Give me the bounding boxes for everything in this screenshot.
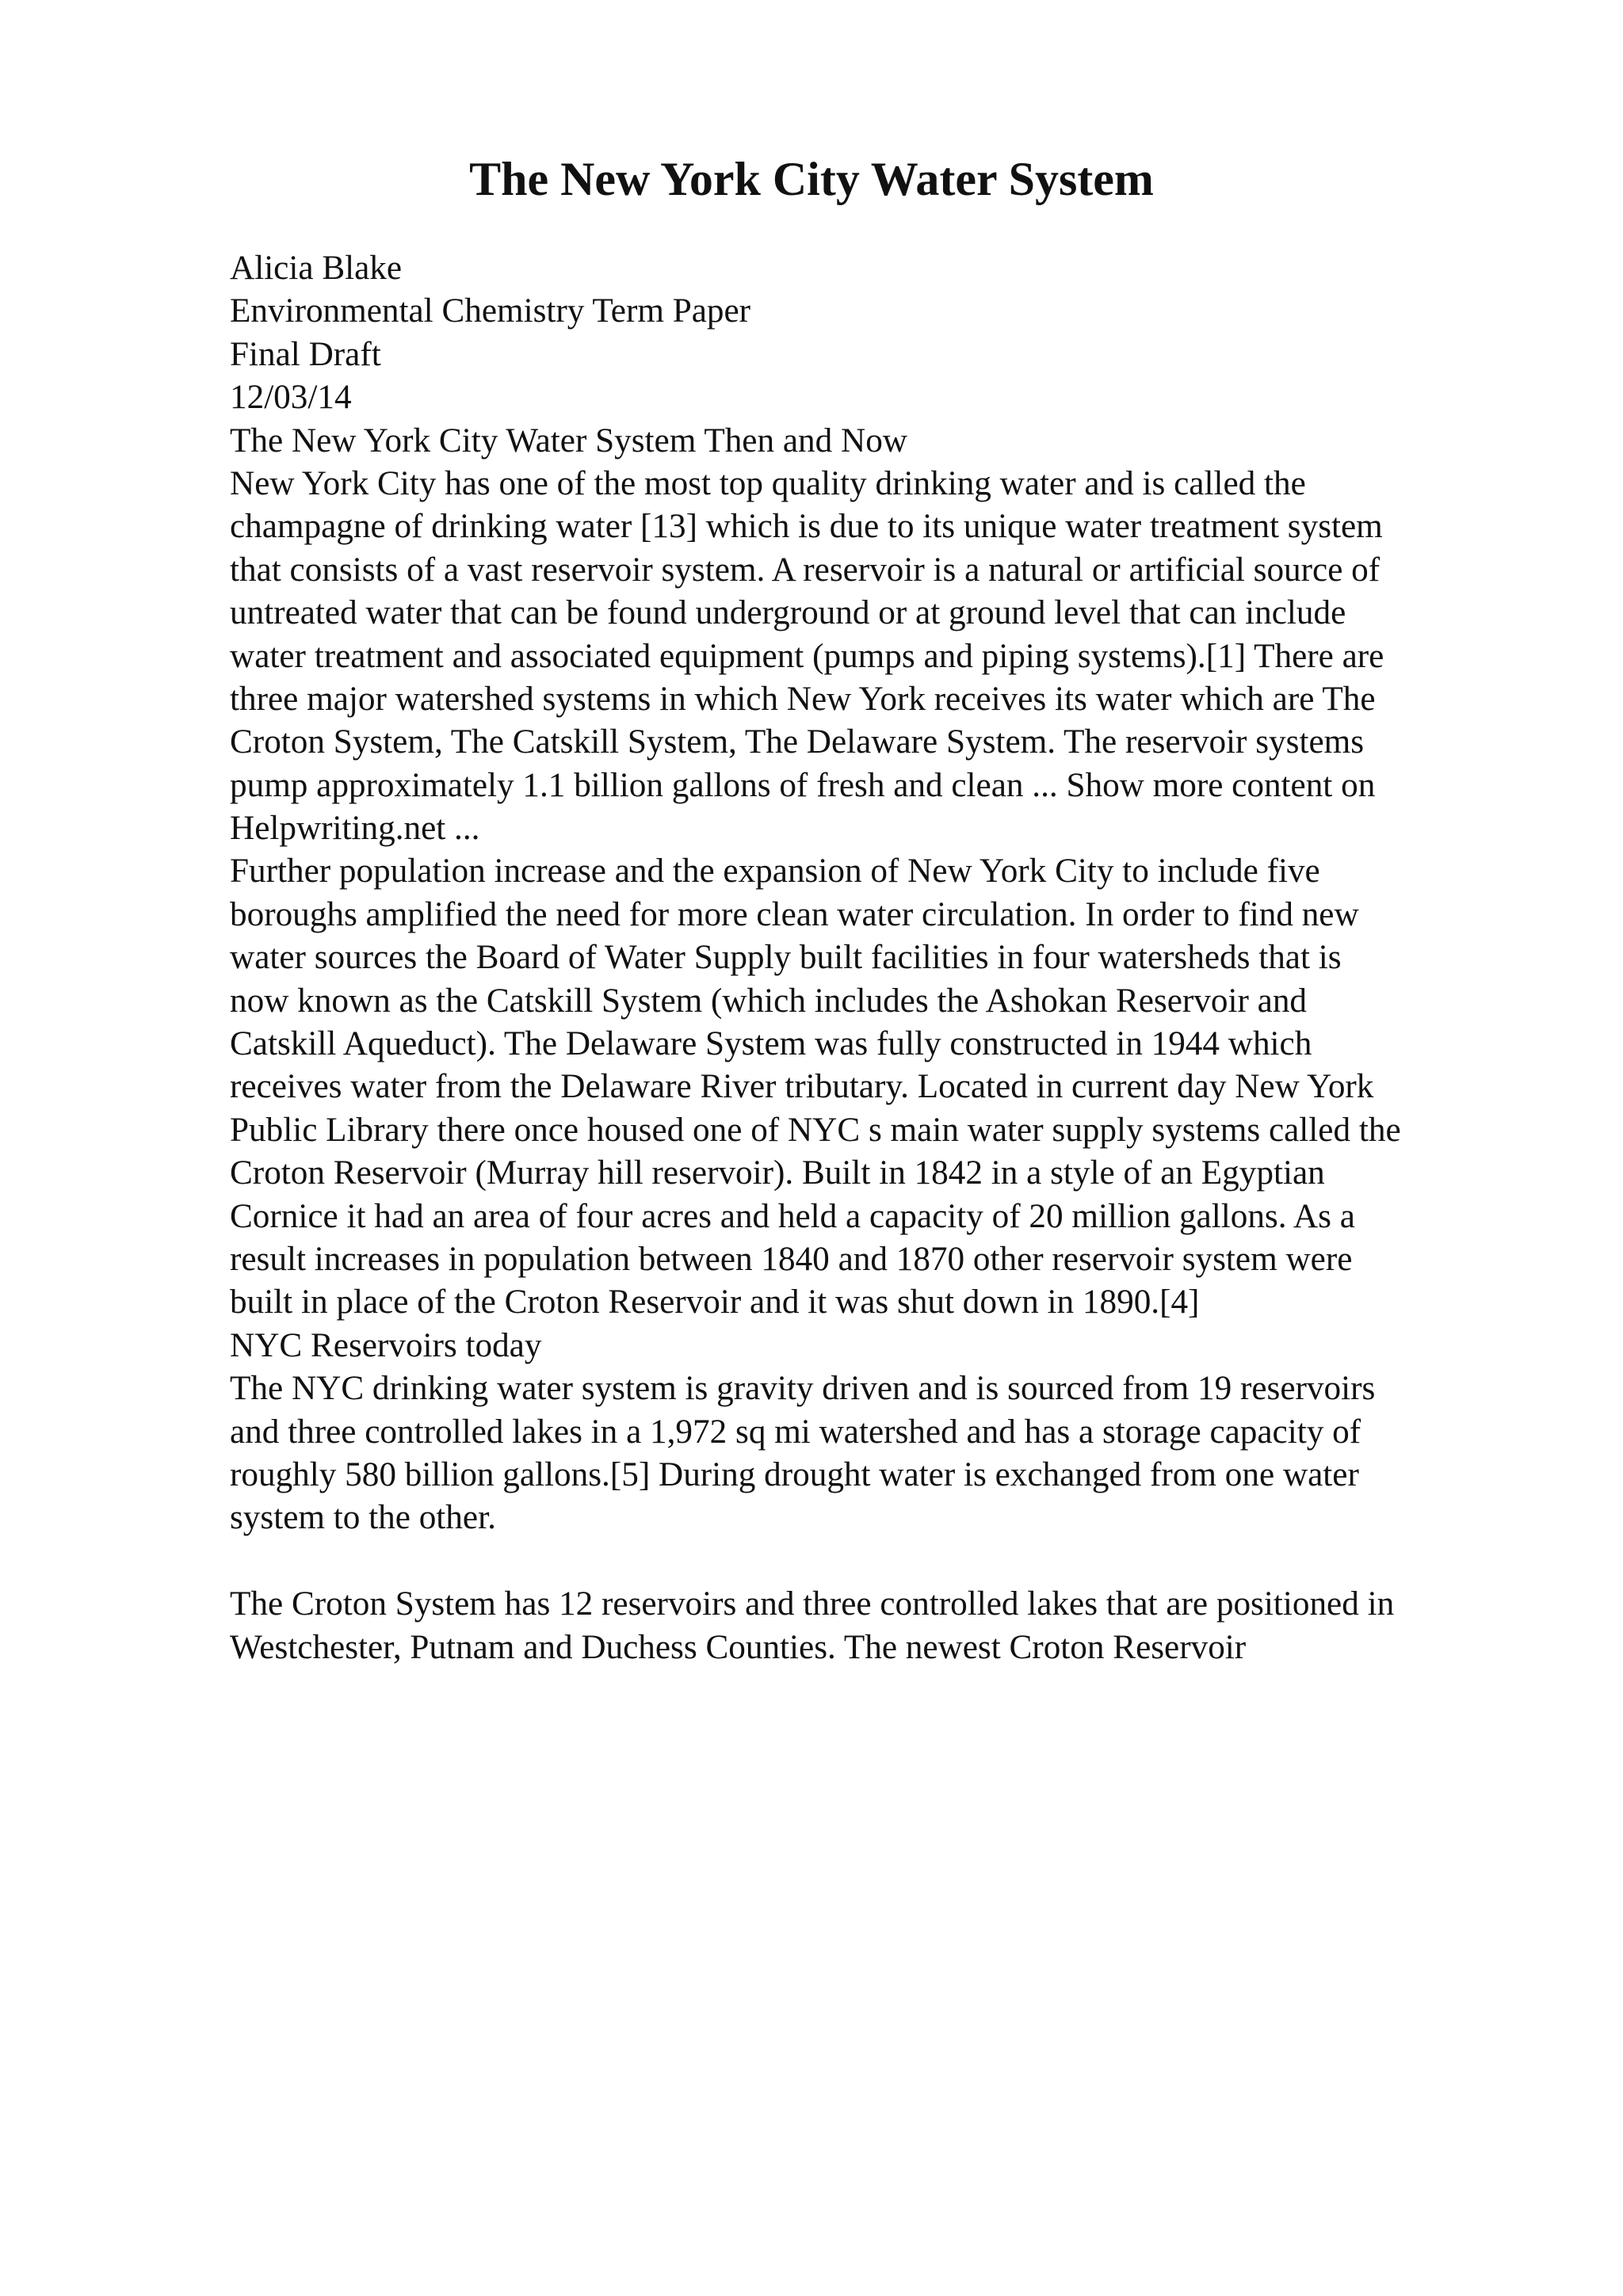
text-line: water treatment and associated equipment (pumps and piping systems).[1] There are bbox=[230, 637, 1384, 675]
text-line: Croton System, The Catskill System, The Delaware System. The reservoir systems bbox=[230, 723, 1365, 761]
paragraph-intro bbox=[230, 463, 1506, 851]
paragraph-history bbox=[230, 850, 1506, 1324]
text-line: result increases in population between 1840 and 1870 other reservoir system were bbox=[230, 1240, 1353, 1278]
text-line: Croton Reservoir (Murray hill reservoir). Built in 1842 in a style of an Egyptian bbox=[230, 1154, 1325, 1192]
text-line: The NYC drinking water system is gravity driven and is sourced from 19 reservoirs bbox=[230, 1370, 1376, 1408]
section-heading: NYC Reservoirs today bbox=[230, 1326, 542, 1364]
author-name: Alicia Blake bbox=[230, 250, 403, 287]
paragraph-today bbox=[230, 1367, 1506, 1540]
document-date: 12/03/14 bbox=[230, 379, 352, 417]
course-name: Environmental Chemistry Term Paper bbox=[230, 292, 751, 330]
text-line: and three controlled lakes in a 1,972 sq mi watershed and has a storage capacity of bbox=[230, 1413, 1361, 1451]
text-line: The Croton System has 12 reservoirs and three controlled lakes that are positioned in bbox=[230, 1585, 1395, 1623]
text-line: water sources the Board of Water Supply built facilities in four watersheds that is bbox=[230, 939, 1342, 977]
text-line: Catskill Aqueduct). The Delaware System was fully constructed in 1944 which bbox=[230, 1025, 1312, 1063]
text-line: Public Library there once housed one of NYC s main water supply systems called the bbox=[230, 1111, 1401, 1149]
text-line: receives water from the Delaware River tributary. Located in current day New York bbox=[230, 1068, 1374, 1106]
document-title: The New York City Water System bbox=[469, 153, 1154, 205]
draft-label: Final Draft bbox=[230, 335, 381, 373]
text-line: Cornice it had an area of four acres and held a capacity of 20 million gallons. As a bbox=[230, 1197, 1355, 1235]
text-line: that consists of a vast reservoir system. A reservoir is a natural or artificial source of bbox=[230, 551, 1381, 589]
text-line: pump approximately 1.1 billion gallons of fresh and clean ... Show more content on bbox=[230, 766, 1376, 804]
text-line: roughly 580 billion gallons.[5] During drought water is exchanged from one water bbox=[230, 1455, 1359, 1493]
text-line: three major watershed systems in which New York receives its water which are The bbox=[230, 680, 1376, 718]
text-line: champagne of drinking water [13] which is due to its unique water treatment system bbox=[230, 508, 1383, 546]
text-line: New York City has one of the most top quality drinking water and is called the bbox=[230, 464, 1306, 502]
document-body bbox=[230, 247, 1506, 1669]
text-line: untreated water that can be found underground or at ground level that can include bbox=[230, 594, 1346, 632]
text-line: boroughs amplified the need for more clean water circulation. In order to find new bbox=[230, 895, 1359, 933]
text-line: Helpwriting.net ... bbox=[230, 810, 480, 848]
paper-subtitle: The New York City Water System Then and Now bbox=[230, 421, 907, 460]
text-line: built in place of the Croton Reservoir and it was shut down in 1890.[4] bbox=[230, 1283, 1200, 1322]
paragraph-spacer bbox=[230, 1540, 1506, 1583]
paragraph-croton bbox=[230, 1583, 1506, 1669]
text-line: system to the other. bbox=[230, 1499, 496, 1537]
text-line: now known as the Catskill System (which includes the Ashokan Reservoir and bbox=[230, 982, 1308, 1020]
text-line: Westchester, Putnam and Duchess Counties. The newest Croton Reservoir bbox=[230, 1628, 1247, 1666]
text-line: Further population increase and the expansion of New York City to include five bbox=[230, 852, 1320, 891]
